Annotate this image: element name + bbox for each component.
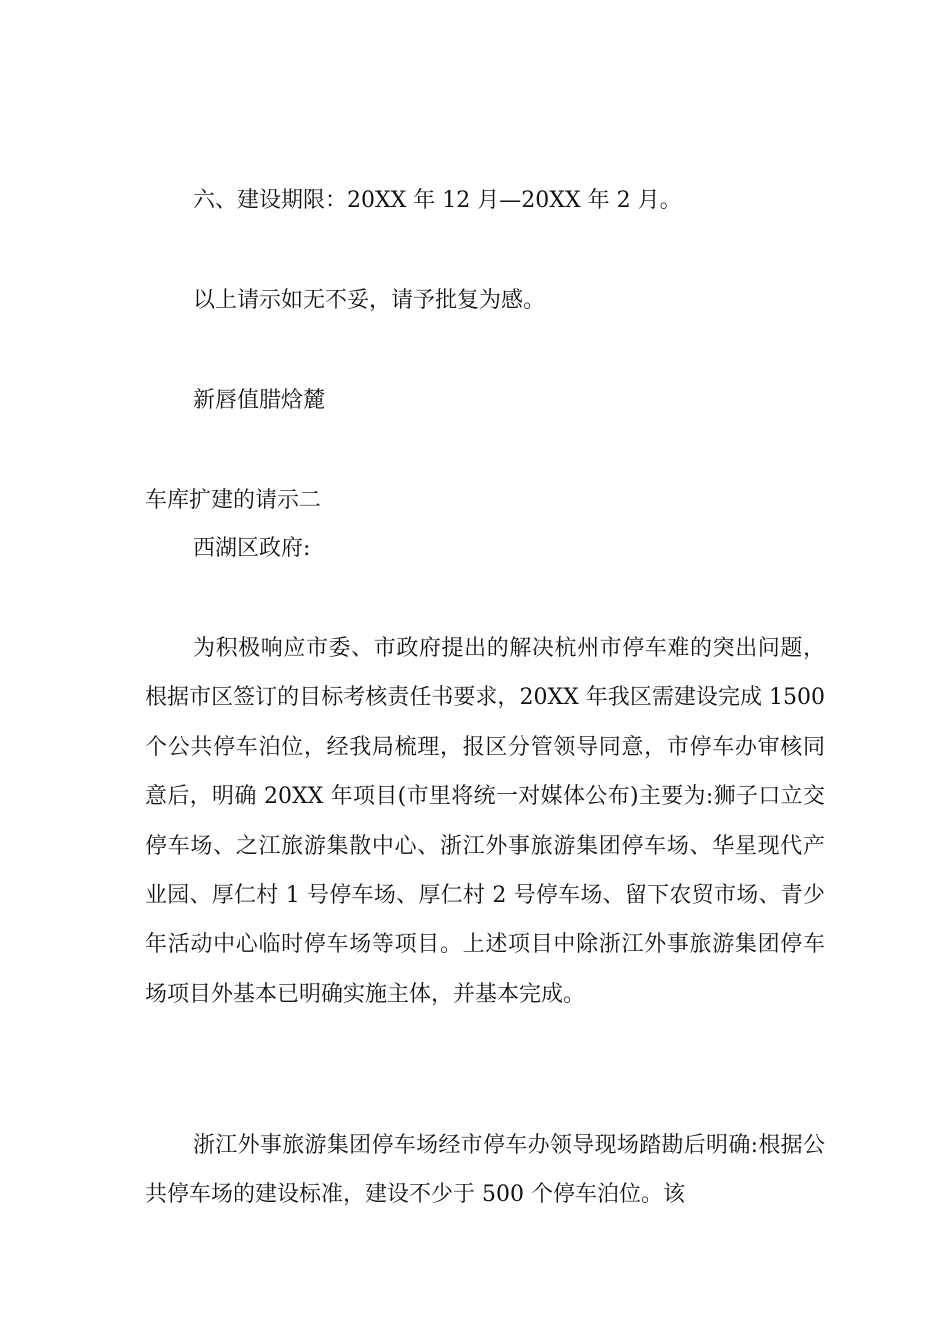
body-paragraph-one: 为积极响应市委、市政府提出的解决杭州市停车难的突出问题，根据市区签订的目标考核责任书要求，20XX 年我区需建设完成 1500 个公共停车泊位，经我局梳理，报区分管领导同意，市停车办审核同意后，明确 20XX 年项目(市里将统一对媒体公布)主要为:狮子口立交停车场、之江旅游集散中心、浙江外事旅游集团停车场、华星现代产业园、厚仁村 1 号停车场、厚仁村 2 号停车场、留下农贸市场、青少年活动中心临时停车场等项目。上述项目中除浙江外事旅游集团停车场项目外基本已明确实施主体，并基本完成。: [145, 636, 825, 1007]
closing-line: 以上请示如无不妥，请予批复为感。: [193, 288, 546, 313]
document-heading: 车库扩建的请示二: [145, 488, 322, 513]
deadline-line: 六、建设期限：20XX 年 12 月—20XX 年 2 月。: [193, 188, 682, 213]
garbled-signature-line: 新唇值腊焓麓: [193, 388, 326, 413]
recipient-line: 西湖区政府:: [193, 536, 311, 561]
body-paragraph-two: 浙江外事旅游集团停车场经市停车办领导现场踏勘后明确:根据公共停车场的建设标准，建设不少于 500 个停车泊位。该: [145, 1133, 825, 1208]
